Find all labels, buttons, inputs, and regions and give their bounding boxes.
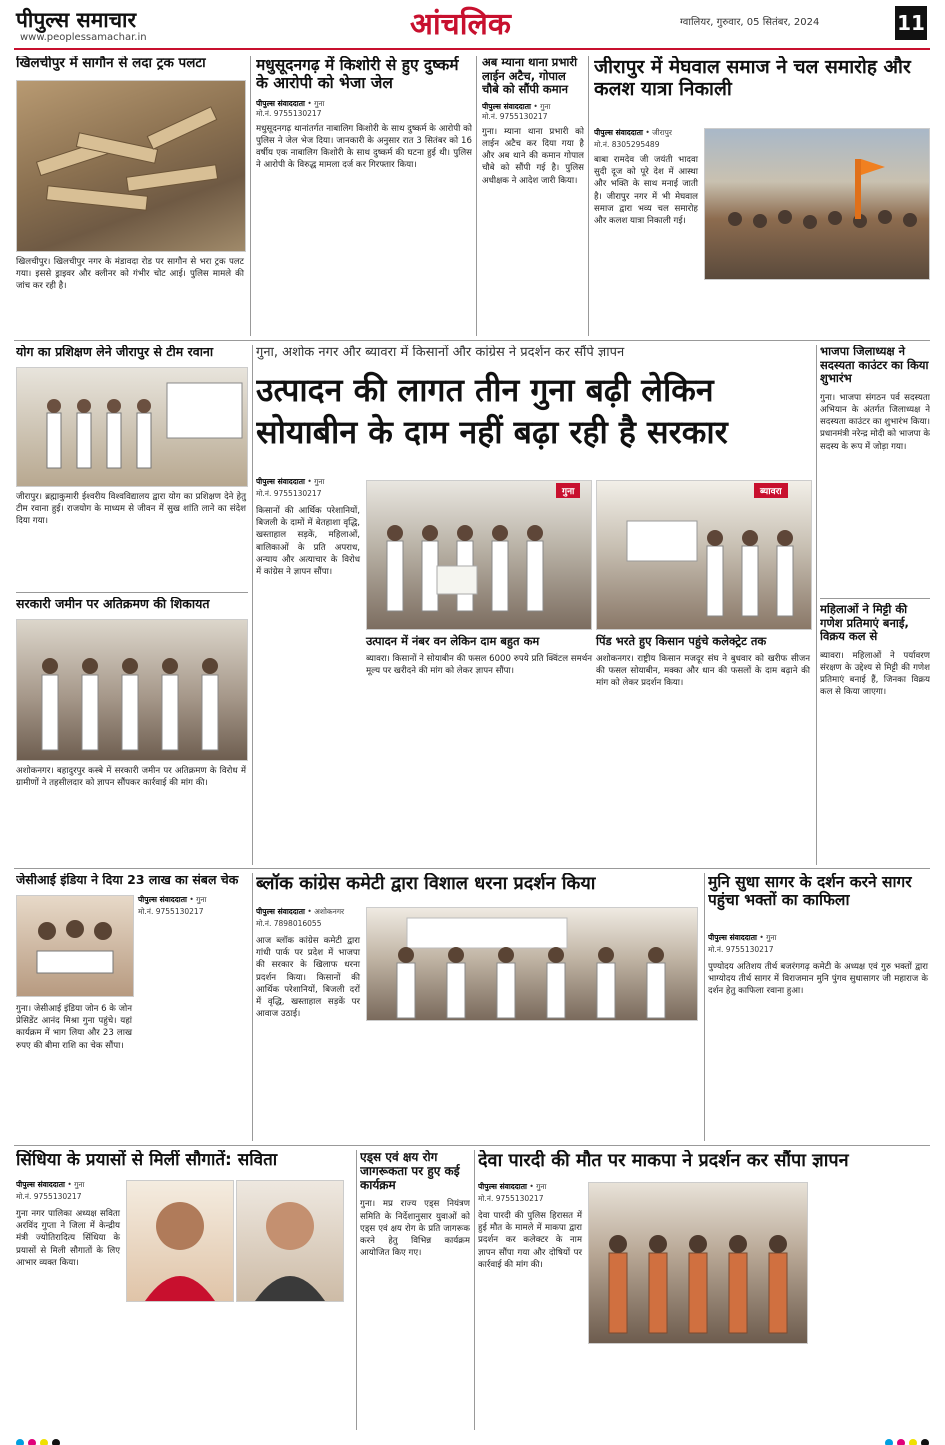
divider <box>816 345 817 865</box>
story-body: गुना। जेसीआई इंडिया जोन 6 के जोन प्रेसिडेंट आनंद मिश्रा गुना पहुंचे। यहां कार्यक्रम में भाग लिया और 23 लाख रुपए की बीमा राशि का चेक सौंपा। <box>16 1004 132 1051</box>
story-block-congress <box>256 873 700 1141</box>
people-group-icon <box>17 368 247 486</box>
scindia-portrait <box>236 1180 344 1302</box>
row-divider <box>14 340 930 341</box>
headline: सरकारी जमीन पर अतिक्रमण की शिकायत <box>16 597 210 611</box>
byline: पीपुल्स संवाददाता • गुना <box>708 933 777 942</box>
byawra-protest-photo <box>596 480 812 630</box>
headline: जीरापुर में मेघवाल समाज ने चल समारोह और कलश यात्रा निकाली <box>594 56 911 101</box>
dateline: ग्वालियर, गुरुवार, 05 सितंबर, 2024 <box>680 17 820 28</box>
photo-tag-byawra: ब्यावरा <box>754 483 788 498</box>
photo-caption <box>704 282 928 334</box>
phone: मो.नं. 9755130217 <box>478 1194 544 1203</box>
divider <box>476 56 477 336</box>
story-myana <box>482 56 584 336</box>
protest-women-icon <box>589 1183 807 1343</box>
jci-cheque-photo <box>16 895 134 997</box>
byline: पीपुल्स संवाददाता • अशोकनगर <box>256 907 345 916</box>
masthead-rule <box>14 48 930 50</box>
headline-line1: उत्पादन की लागत तीन गुना बढ़ी लेकिन <box>256 371 714 410</box>
phone: मो.नं. 9755130217 <box>138 907 204 916</box>
headline: ब्लॉक कांग्रेस कमेटी द्वारा विशाल धरना प्रदर्शन किया <box>256 873 596 894</box>
guna-protest-photo <box>366 480 592 630</box>
yog-team-photo <box>16 367 248 487</box>
headline: योग का प्रशिक्षण लेने जीरापुर से टीम रवाना <box>16 345 214 359</box>
story-body: गुना। म्याना थाना प्रभारी को लाईन अटैच कर दिया गया है और अब थाने की कमान गोपाल चौबे को सौंपी गई है। पुलिस अधीक्षक ने आदेश जारी किया। <box>482 126 584 186</box>
headline: भाजपा जिलाध्यक्ष ने सदस्यता काउंटर का किया शुभारंभ <box>820 345 929 386</box>
story-kisan-lead <box>256 345 812 865</box>
registration-marks-icon <box>0 1438 945 1445</box>
divider <box>356 1150 357 1430</box>
headline: सिंधिया के प्रयासों से मिलीं सौगातें: सविता <box>16 1150 278 1170</box>
subhead-2-body: अशोकनगर। राष्ट्रीय किसान मजदूर संघ ने बुधवार को खरीफ सीजन की फसल सोयाबीन, मक्का और धान की फसलों के दाम बढ़ाने की मांग को लेकर प्रदर्शन किया। <box>596 654 810 689</box>
headline: एड्स एवं क्षय रोग जागरूकता पर हुए कई कार्यक्रम <box>360 1150 460 1193</box>
headline: मुनि सुधा सागर के दर्शन करने सागर पहुंचा भक्तों का काफिला <box>708 873 912 910</box>
dharna-crowd-icon <box>367 908 697 1020</box>
section-title: आंचलिक <box>410 7 511 42</box>
divider <box>704 873 705 1141</box>
story-mahilaon <box>820 603 930 865</box>
phone: मो.नं. 9755130217 <box>256 108 322 118</box>
dharna-photo <box>366 907 698 1021</box>
brand-logo: पीपुल्स समाचार <box>16 8 137 32</box>
story-body: खिलचीपुर। खिलचीपुर नगर के मंडावदा रोड पर सागौन से भरा ट्रक पलट गया। इससे ड्राइवर और क्लीनर को गंभीर चोट आई। पुलिस मामले की जांच कर रही है। <box>16 257 244 292</box>
story-body: जीरापुर। ब्रह्माकुमारी ईश्वरीय विश्वविद्यालय द्वारा योग का प्रशिक्षण देने हेतु टीम रवाना हुई। राजयोग के माध्यम से जीवन में सुख शांति लाने का संदेश दिया गया। <box>16 492 246 527</box>
story-body: अशोकनगर। बहादुरपुर कस्बे में सरकारी जमीन पर अतिक्रमण के विरोध में ग्रामीणों ने तहसीलदार को ज्ञापन सौंपकर कार्रवाई की मांग की। <box>16 766 246 789</box>
headline: महिलाओं ने मिट्टी की गणेश प्रतिमाएं बनाई, विक्रय कल से <box>820 603 909 644</box>
story-jci <box>16 873 248 1141</box>
cheque-icon <box>17 896 133 996</box>
story-aids <box>360 1150 470 1430</box>
byline: पीपुल्स संवाददाता • गुना <box>256 477 325 486</box>
story-body: किसानों की आर्थिक परेशानियों, बिजली के दामों में बेतहाशा वृद्धि, खस्ताहाल सड़कें, महिलाओं, बालिकाओं के प्रति अपराध, अन्याय और अत्याचार के विरोध में कांग्रेस ने ज्ञापन सौंपा। <box>256 506 360 578</box>
procession-photo <box>704 128 930 280</box>
story-body: पुण्योदय अतिशय तीर्थ बजरंगगढ़ कमेटी के अध्यक्ष एवं गुरु भक्तों द्वारा भाग्योदय तीर्थ सागर में विराजमान मुनि पुंगव सुधासागर जी महाराज के दर्शन हेतु काफिला रवाना हुआ। <box>708 962 928 997</box>
divider <box>474 1150 475 1430</box>
story-body: गुना। मप्र राज्य एड्स नियंत्रण समिति के निर्देशानुसार युवाओं को एड्स एवं क्षय रोग के प्रति जागरूक करने हेतु विभिन्न कार्यक्रम आयोजित किए गए। <box>360 1199 470 1259</box>
headline: अब म्याना थाना प्रभारी लाईन अटैच, गोपाल चौबे को सौंपी कमान <box>482 56 578 97</box>
divider <box>250 56 251 336</box>
man-portrait-icon <box>237 1181 343 1301</box>
photo-tag-guna: गुना <box>556 483 580 498</box>
protest-placard-icon <box>597 481 811 629</box>
row-divider <box>14 1145 930 1146</box>
headline: जेसीआई इंडिया ने दिया 23 लाख का संबल चेक <box>16 873 239 887</box>
story-body: गुना। भाजपा संगठन पर्व सदस्यता अभियान के अंतर्गत जिलाध्यक्ष ने सदस्यता काउंटर का शुभारंभ किया। प्रधानमंत्री नरेन्द्र मोदी को भाजपा के सदस्य के रूप में जोड़ा गया। <box>820 392 930 452</box>
truck-photo <box>16 80 246 252</box>
divider <box>252 345 253 865</box>
story-bjp <box>820 345 930 595</box>
color-registration-strip <box>0 1434 945 1445</box>
byline: पीपुल्स संवाददाता • गुना <box>482 101 551 111</box>
story-atikraman <box>16 597 248 865</box>
story-scindia <box>16 1150 346 1430</box>
story-madhusudangarh <box>256 56 472 336</box>
story-khilchipur <box>16 56 246 336</box>
savita-portrait <box>126 1180 234 1302</box>
story-body: ब्यावरा। महिलाओं ने पर्यावरण संरक्षण के उद्देश्य से मिट्टी की गणेश प्रतिमाएं बनाई हैं, जिनका विक्रय कल से किया जाएगा। <box>820 650 930 698</box>
crowd-icon <box>705 129 929 279</box>
phone: मो.नं. 9755130217 <box>256 489 322 498</box>
byline: पीपुल्स संवाददाता • गुना <box>138 895 207 904</box>
divider <box>820 598 930 599</box>
story-jirapur-meghwal <box>594 56 930 336</box>
phone: मो.नं. 9755130217 <box>708 945 774 954</box>
website[interactable]: www.peoplessamachar.in <box>20 32 147 43</box>
byline: पीपुल्स संवाददाता • गुना <box>256 98 325 108</box>
phone: मो.नं. 7898016055 <box>256 919 322 928</box>
phone: मो.नं. 8305295489 <box>594 140 660 149</box>
story-body: देवा पारदी की पुलिस हिरासत में हुई मौत के मामले में माकपा द्वारा प्रदर्शन कर कलेक्टर के नाम ज्ञापन सौंपा गया और दोषियों पर कार्रवाई की मांग की। <box>478 1211 582 1270</box>
headline-line2: सोयाबीन के दाम नहीं बढ़ा रही है सरकार <box>256 413 728 452</box>
phone: मो.नं. 9755130217 <box>482 111 548 121</box>
divider <box>588 56 589 336</box>
divider <box>252 873 253 1141</box>
byline: पीपुल्स संवाददाता • गुना <box>16 1180 85 1189</box>
protest-crowd-icon <box>367 481 591 629</box>
headline: खिलचीपुर में सागौन से लदा ट्रक पलटा <box>16 56 206 71</box>
headline: देवा पारदी की मौत पर माकपा ने प्रदर्शन कर सौंपा ज्ञापन <box>478 1150 849 1171</box>
story-devapardi <box>478 1150 930 1430</box>
story-body: बाबा रामदेव जी जयंती भादवा सुदी दूज को पूरे देश में आस्था और भक्ति के साथ मनाई जाती है। जीरापुर नगर में भी मेघवाल समाज द्वारा भव्य चल समारोह और कलश यात्रा निकाली गई। <box>594 155 698 227</box>
row-divider <box>14 868 930 869</box>
kicker: गुना, अशोक नगर और ब्यावरा में किसानों और कांग्रेस ने प्रदर्शन कर सौंपे ज्ञापन <box>256 345 625 360</box>
subhead-2: पिंड भरते हुए किसान पहुंचे कलेक्ट्रेट तक <box>596 634 767 648</box>
story-body: गुना नगर पालिका अध्यक्ष सविता अरविंद गुप्ता ने जिला में केन्द्रीय मंत्री ज्योतिरादित्य सिंधिया के प्रयासों से मिली सौगातों के लिए आभार व्यक्त किया। <box>16 1209 120 1268</box>
atikraman-photo <box>16 619 248 761</box>
woman-portrait-icon <box>127 1181 233 1301</box>
byline: पीपुल्स संवाददाता • गुना <box>478 1182 547 1191</box>
story-yog <box>16 345 248 589</box>
byline: पीपुल्स संवाददाता • जीरापुर <box>594 128 672 137</box>
masthead <box>0 0 945 52</box>
people-icon <box>17 620 247 760</box>
subhead-1-body: ब्यावरा। किसानों ने सोयाबीन की फसल 6000 रुपये प्रति क्विंटल समर्थन मूल्य पर खरीदने की मांग को लेकर ज्ञापन सौंपा। <box>366 654 592 677</box>
phone: मो.नं. 9755130217 <box>16 1192 82 1201</box>
page-number: 11 <box>895 6 927 40</box>
timber-logs-icon <box>17 81 245 251</box>
makpa-protest-photo <box>588 1182 808 1344</box>
subhead-1: उत्पादन में नंबर वन लेकिन दाम बहुत कम <box>366 634 540 648</box>
story-body: मधुसूदनगढ़ थानांतर्गत नाबालिग किशोरी के साथ दुष्कर्म के आरोपी को पुलिस ने जेल भेज दिया। जानकारी के अनुसार रात 3 सितंबर को 16 वर्षीय एक नाबालिग किशोरी के साथ दुष्कर्म की घटना हुई थी। पुलिस ने आरोपी के विरुद्ध मामला दर्ज कर गिरफ्तार किया। <box>256 123 472 171</box>
headline: मधुसूदनगढ़ में किशोरी से हुए दुष्कर्म के आरोपी को भेजा जेल <box>256 56 459 93</box>
story-body: आज ब्लॉक कांग्रेस कमेटी द्वारा गांधी पार्क पर प्रदेश में भाजपा की सरकार के खिलाफ धरना प्रदर्शन किया। किसानों की आर्थिक परेशानियों, बिजली दरों में वृद्धि, खस्ताहाल सड़कें पर आवाज उठाई। <box>256 936 360 1020</box>
divider <box>16 592 248 593</box>
story-muni <box>708 873 930 1141</box>
